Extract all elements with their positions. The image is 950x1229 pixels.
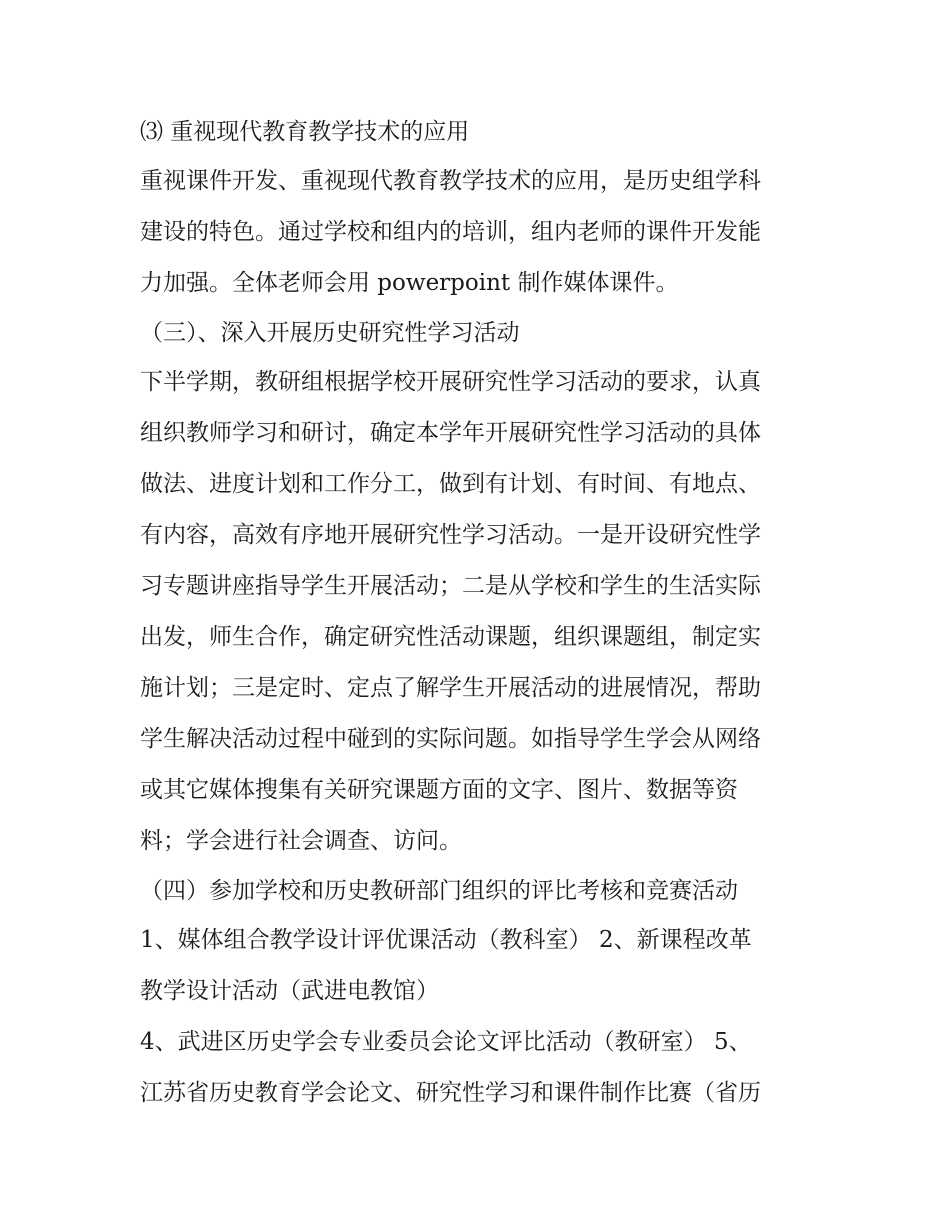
text-line: 4、武进区历史学会专业委员会论文评比活动（教研室） 5、 — [140, 1029, 752, 1055]
text-line: 有内容，高效有序地开展研究性学习活动。一是开设研究性学 — [140, 522, 761, 548]
text-line: 组织教师学习和研讨，确定本学年开展研究性学习活动的具体 — [140, 420, 761, 446]
section-heading-modern-tech: ⑶ 重视现代教育教学技术的应用 — [140, 119, 470, 145]
text-line: 料；学会进行社会调查、访问。 — [140, 828, 462, 854]
text-line: 教学设计活动（武进电教馆） — [140, 978, 439, 1004]
document-body — [140, 108, 820, 1119]
text-line: 学生解决活动过程中碰到的实际问题。如指导学生学会从网络 — [140, 726, 761, 752]
text-line: 重视课件开发、重视现代教育教学技术的应用，是历史组学科 — [140, 168, 761, 194]
text-line: 做法、进度计划和工作分工，做到有计划、有时间、有地点、 — [140, 471, 761, 497]
text-line: 施计划；三是定时、定点了解学生开展活动的进展情况，帮助 — [140, 675, 761, 701]
section-heading-research-learning: （三）、深入开展历史研究性学习活动 — [140, 320, 520, 346]
text-line: 建设的特色。通过学校和组内的培训，组内老师的课件开发能 — [140, 219, 761, 245]
text-line: 江苏省历史教育学会论文、研究性学习和课件制作比赛（省历 — [140, 1080, 761, 1106]
paragraph-competition-list-1 — [140, 915, 820, 1017]
text-line: 出发，师生合作，确定研究性活动课题，组织课题组，制定实 — [140, 624, 761, 650]
paragraph-research-activities — [140, 357, 820, 867]
text-line: 或其它媒体搜集有关研究课题方面的文字、图片、数据等资 — [140, 777, 738, 803]
paragraph-courseware — [140, 156, 820, 309]
paragraph-competition-list-2 — [140, 1017, 820, 1119]
text-line: 力加强。全体老师会用 powerpoint 制作媒体课件。 — [140, 270, 679, 296]
text-line: 1、媒体组合教学设计评优课活动（教科室） 2、新课程改革 — [140, 927, 752, 953]
section-heading-competitions: （四）参加学校和历史教研部门组织的评比考核和竞赛活动 — [140, 878, 738, 904]
text-line: 习专题讲座指导学生开展活动；二是从学校和学生的生活实际 — [140, 573, 761, 599]
text-line: 下半学期，教研组根据学校开展研究性学习活动的要求，认真 — [140, 369, 761, 395]
